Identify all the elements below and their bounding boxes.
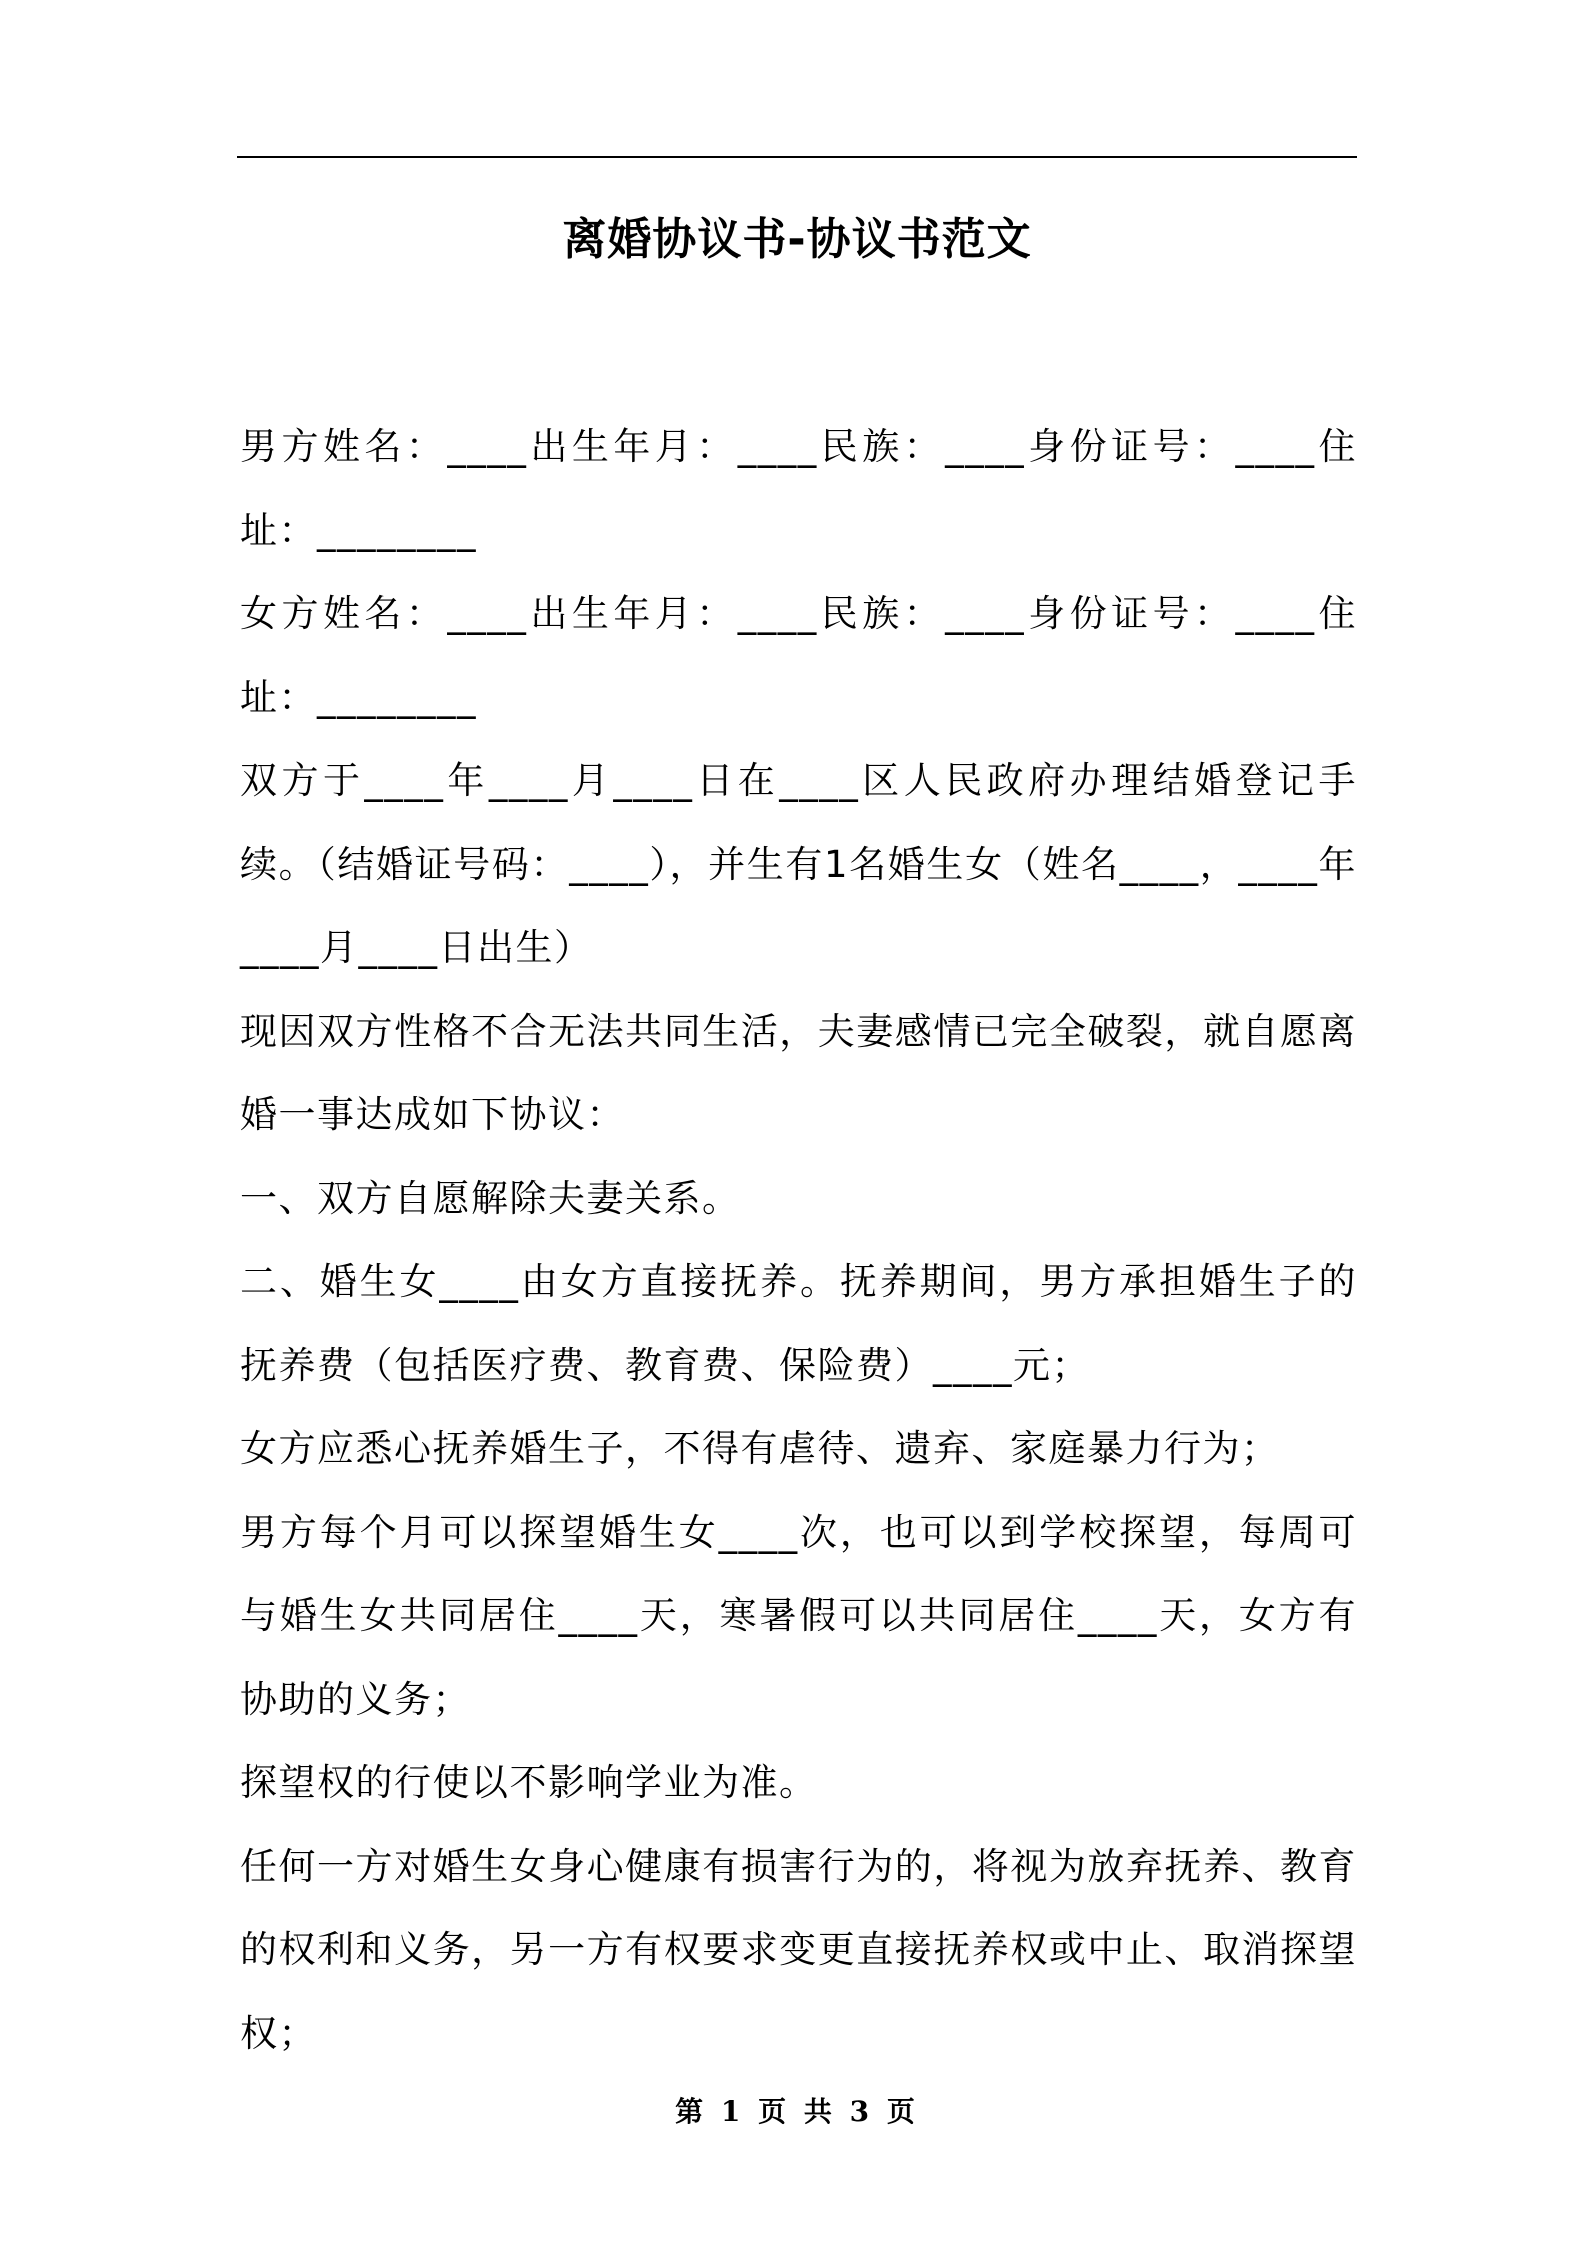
- paragraph-clause-two: 二、婚生女____由女方直接抚养。抚养期间，男方承担婚生子的抚养费（包括医疗费、教育费、保险费）____元；: [240, 1260, 1357, 1387]
- paragraph-female-info: 女方姓名：____出生年月：____民族：____身份证号：____住址：________: [240, 592, 1357, 719]
- document-title: 离婚协议书-协议书范文: [562, 214, 1032, 265]
- paragraph-rights-forfeiture: 任何一方对婚生女身心健康有损害行为的，将视为放弃抚养、教育的权利和义务，另一方有权要求变更直接抚养权或中止、取消探望权；: [240, 1844, 1357, 2055]
- document-body: [240, 405, 1357, 2075]
- paragraph-visitation-condition: 探望权的行使以不影响学业为准。: [240, 1761, 818, 1804]
- paragraph-marriage-registration: 双方于____年____月____日在____区人民政府办理结婚登记手续。（结婚证号码：____），并生有1名婚生女（姓名____，____年____月____日出生）: [240, 759, 1357, 969]
- paragraph-reason: 现因双方性格不合无法共同生活，夫妻感情已完全破裂，就自愿离婚一事达成如下协议：: [240, 1009, 1357, 1136]
- paragraph-visitation: 男方每个月可以探望婚生女____次，也可以到学校探望，每周可与婚生女共同居住____天，寒暑假可以共同居住____天，女方有协助的义务；: [240, 1510, 1357, 1721]
- page-footer: 第 1 页 共 3 页: [675, 2095, 919, 2128]
- header-rule: [237, 156, 1357, 158]
- paragraph-male-info: 男方姓名：____出生年月：____民族：____身份证号：____住址：________: [240, 425, 1357, 552]
- paragraph-female-duty: 女方应悉心抚养婚生子，不得有虐待、遗弃、家庭暴力行为；: [240, 1427, 1280, 1470]
- paragraph-clause-one: 一、双方自愿解除夫妻关系。: [240, 1176, 741, 1220]
